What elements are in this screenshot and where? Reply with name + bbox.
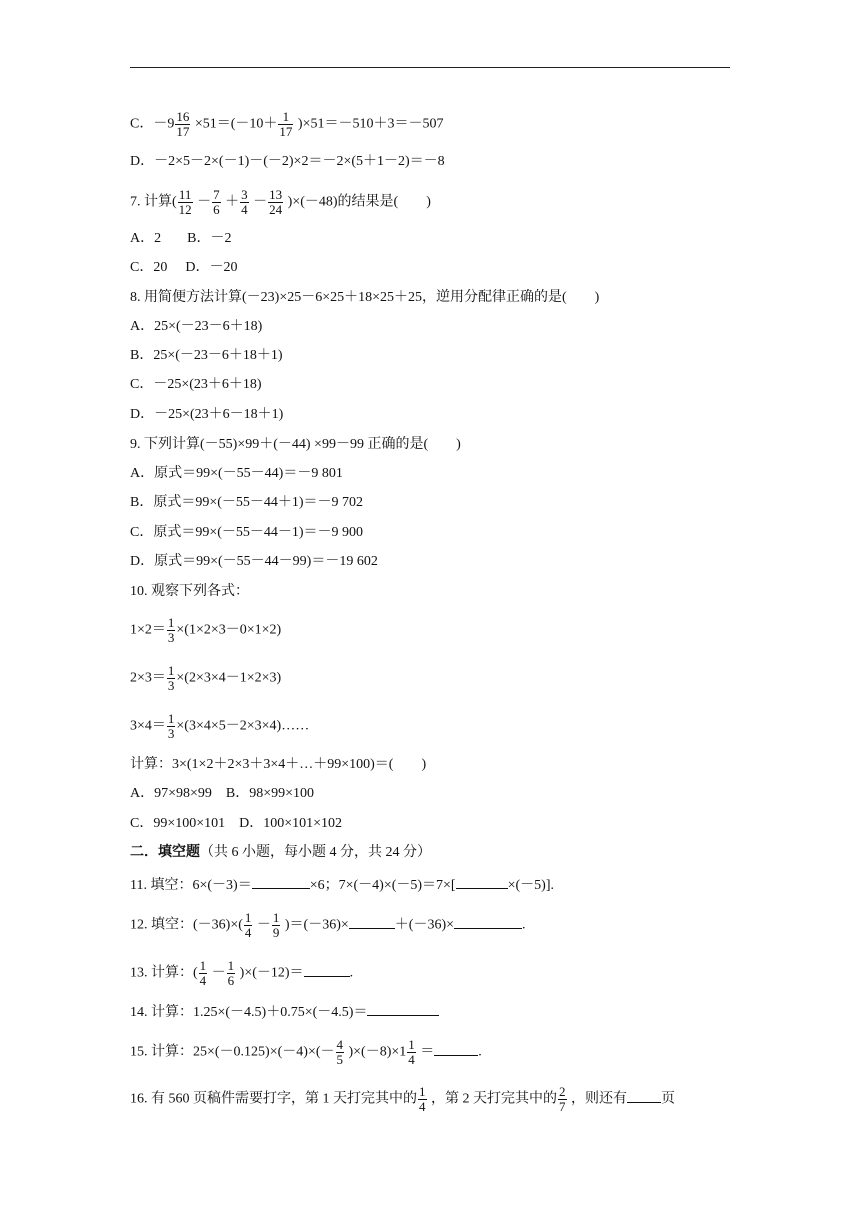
- q13-text-a: 13. 计算：(: [130, 965, 198, 981]
- answer-blank[interactable]: [456, 874, 508, 889]
- operator: －: [197, 194, 212, 210]
- operator: －: [256, 917, 271, 933]
- numerator: 1: [227, 958, 235, 973]
- numerator: 1: [278, 110, 293, 125]
- denominator: 4: [199, 973, 207, 988]
- q9-option-b: B．原式＝99×(－55－44＋1)＝－9 702: [130, 495, 364, 510]
- denominator: 3: [167, 630, 175, 645]
- fraction: [240, 188, 249, 217]
- q12-text-c: ＋(－36)×: [394, 917, 455, 933]
- fraction: [167, 616, 176, 645]
- q11-text-a: 11. 填空：6×(－3)＝: [130, 878, 252, 893]
- equation-left: 1×2＝: [130, 622, 166, 638]
- numerator: 1: [244, 910, 252, 925]
- denominator: 12: [178, 202, 192, 217]
- fraction: [558, 1085, 567, 1114]
- numerator: 4: [336, 1037, 343, 1052]
- q12-text-b: )＝(－36)×: [284, 917, 349, 933]
- equation-right: ×(2×3×4－1×2×3): [176, 670, 282, 686]
- q16-text-b: ，第 2 天打完其中的: [431, 1091, 557, 1107]
- q7-options-cd: [130, 259, 237, 277]
- q10-equation-3: [130, 712, 309, 741]
- q6-option-c: [130, 110, 443, 139]
- answer-blank[interactable]: [434, 1041, 478, 1056]
- q7-option-a: A．2: [130, 231, 162, 246]
- section-title: 二．填空题: [130, 845, 200, 860]
- q7-stem: [130, 188, 431, 217]
- denominator: 4: [244, 925, 252, 940]
- numerator: 11: [178, 187, 192, 202]
- q6c-suffix: )×51＝－510＋3＝－507: [297, 116, 444, 132]
- denominator: 3: [167, 726, 175, 741]
- denominator: 3: [167, 678, 175, 693]
- numerator: 1: [167, 663, 175, 678]
- q6c-prefix: C．－9: [130, 116, 175, 132]
- denominator: 6: [227, 973, 235, 988]
- q12-text-d: .: [522, 917, 526, 933]
- q12-text-a: 12. 填空：(－36)×(: [130, 917, 243, 933]
- section-note: （共 6 小题，每小题 4 分，共 24 分）: [200, 845, 431, 860]
- q10-option-a: A．97×98×99: [130, 786, 212, 801]
- q10-option-c: C．99×100×101: [130, 816, 226, 831]
- fraction: [199, 959, 208, 988]
- denominator: 24: [269, 202, 283, 217]
- operator: －: [253, 194, 268, 210]
- denominator: 4: [241, 202, 248, 217]
- header-rule: [130, 67, 730, 68]
- q10-options-ab: [130, 785, 314, 803]
- q9-stem: 9. 下列计算(－55)×99＋(－44) ×99－99 正确的是( ): [130, 437, 461, 452]
- numerator: 1: [199, 958, 207, 973]
- answer-blank[interactable]: [349, 914, 395, 929]
- operator: －: [211, 965, 226, 981]
- equation-left: 2×3＝: [130, 670, 166, 686]
- q16: [130, 1085, 675, 1114]
- q7-prefix: 7. 计算(: [130, 194, 177, 210]
- q11: [130, 874, 554, 895]
- q10-equation-1: [130, 616, 281, 645]
- fraction: [407, 1038, 416, 1067]
- answer-blank[interactable]: [367, 1001, 439, 1016]
- numerator: 1: [272, 910, 280, 925]
- q7-option-b: B．－2: [187, 231, 232, 246]
- numerator: 1: [167, 711, 175, 726]
- numerator: 3: [241, 187, 248, 202]
- fraction: [244, 911, 253, 940]
- answer-blank[interactable]: [454, 914, 522, 929]
- q12: [130, 911, 526, 940]
- q8-option-c: C．－25×(23＋6＋18): [130, 377, 262, 392]
- denominator: 17: [279, 124, 293, 139]
- q7-options-ab: [130, 230, 231, 248]
- q10-options-cd: [130, 815, 342, 833]
- denominator: 4: [419, 1099, 426, 1114]
- q15-text-c: ＝: [420, 1044, 435, 1060]
- operator: ＋: [225, 194, 240, 210]
- section-heading: [130, 844, 431, 862]
- numerator: 16: [176, 109, 190, 124]
- denominator: 9: [272, 925, 280, 940]
- q11-text-c: ×(－5)].: [507, 878, 554, 893]
- q13: [130, 959, 353, 988]
- q9-option-d: D．原式＝99×(－55－44－99)＝－19 602: [130, 554, 378, 569]
- q8-option-d: D．－25×(23＋6－18＋1): [130, 407, 284, 422]
- fraction: [268, 188, 283, 217]
- numerator: 7: [213, 187, 220, 202]
- q10-option-b: B．98×99×100: [225, 786, 315, 801]
- q8-stem: 8. 用简便方法计算(－23)×25－6×25＋18×25＋25，逆用分配律正确的是( ): [130, 290, 600, 305]
- q10-equation-2: [130, 664, 281, 693]
- equation-left: 3×4＝: [130, 718, 166, 734]
- q14: [130, 1001, 439, 1022]
- fraction: [167, 712, 176, 741]
- fraction: [167, 664, 176, 693]
- q7-option-c: C．20: [130, 260, 168, 275]
- fraction: [175, 110, 190, 139]
- numerator: 1: [408, 1037, 415, 1052]
- answer-blank[interactable]: [304, 962, 350, 977]
- q15-text-a: 15. 计算：25×(－0.125)×(－4)×(－: [130, 1044, 335, 1060]
- equation-right: ×(1×2×3－0×1×2): [176, 622, 282, 638]
- fraction: [212, 188, 221, 217]
- fraction: [227, 959, 236, 988]
- answer-blank[interactable]: [627, 1088, 661, 1103]
- q13-text-b: )×(－12)＝: [239, 965, 304, 981]
- denominator: 17: [176, 124, 190, 139]
- q8-option-b: B．25×(－23－6＋18＋1): [130, 348, 283, 363]
- denominator: 6: [213, 202, 220, 217]
- numerator: 13: [269, 187, 283, 202]
- q9-option-c: C．原式＝99×(－55－44－1)＝－9 900: [130, 525, 364, 540]
- q16-text-d: 页: [661, 1091, 675, 1107]
- q6c-mid: ×51＝(－10＋: [194, 116, 278, 132]
- numerator: 1: [419, 1084, 426, 1099]
- q6-option-d: D．－2×5－2×(－1)－(－2)×2＝－2×(5＋1－2)＝－8: [130, 154, 445, 169]
- fraction: [418, 1085, 427, 1114]
- fraction: [272, 911, 281, 940]
- q16-text-a: 16. 有 560 页稿件需要打字，第 1 天打完其中的: [130, 1091, 417, 1107]
- q10-option-d: D．100×101×102: [239, 816, 343, 831]
- answer-blank[interactable]: [252, 874, 310, 889]
- q10-calc: 计算：3×(1×2＋2×3＋3×4＋…＋99×100)＝( ): [130, 757, 427, 772]
- fraction: [278, 110, 293, 139]
- q15-text-d: .: [478, 1044, 482, 1060]
- numerator: 1: [167, 615, 175, 630]
- q15-text-b: )×(－8)×1: [348, 1044, 407, 1060]
- q8-option-a: A．25×(－23－6＋18): [130, 319, 263, 334]
- fraction: [178, 188, 193, 217]
- q7-suffix: )×(－48)的结果是( ): [287, 194, 431, 210]
- denominator: 7: [559, 1099, 566, 1114]
- q9-option-a: A．原式＝99×(－55－44)＝－9 801: [130, 466, 343, 481]
- denominator: 4: [408, 1052, 415, 1067]
- q13-text-c: .: [349, 965, 354, 981]
- numerator: 2: [559, 1084, 566, 1099]
- fraction: [336, 1038, 345, 1067]
- equation-right: ×(3×4×5－2×3×4)……: [176, 718, 310, 734]
- q11-text-b: ×6；7×(－4)×(－5)＝7×[: [309, 878, 456, 893]
- q7-option-d: D．－20: [185, 260, 238, 275]
- q10-stem: 10. 观察下列各式：: [130, 584, 249, 599]
- q15: [130, 1038, 482, 1067]
- q14-text: 14. 计算：1.25×(－4.5)＋0.75×(－4.5)＝: [130, 1005, 368, 1020]
- denominator: 5: [336, 1052, 343, 1067]
- q16-text-c: ，则还有: [571, 1091, 627, 1107]
